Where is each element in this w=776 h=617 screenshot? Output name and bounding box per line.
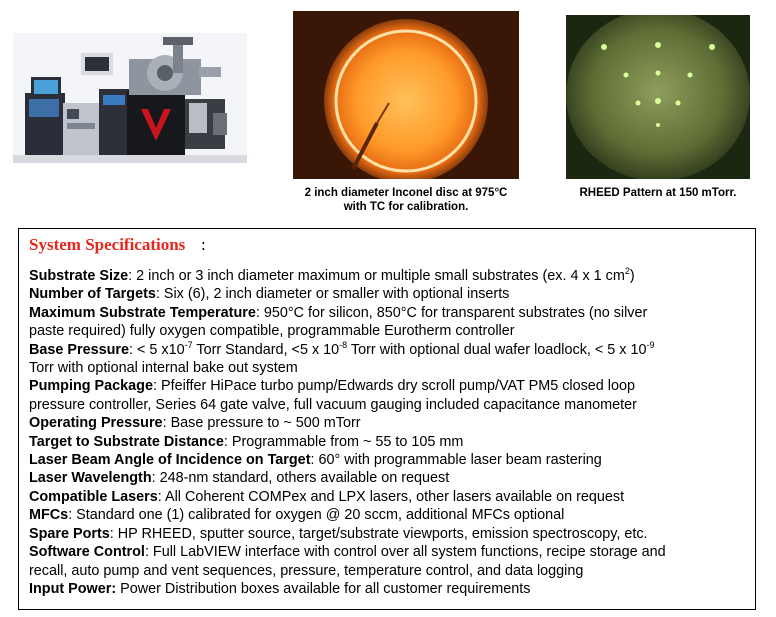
spec-line [29, 543, 749, 561]
spec-value-continued: Torr Standard, <5 x 10 [192, 341, 340, 358]
disc-photo-caption: 2 inch diameter Inconel disc at 975°C with TC for calibration. [304, 187, 508, 213]
spec-line [29, 433, 749, 451]
spec-label: Software Control [29, 544, 145, 561]
spec-value: 248-nm standard, others available on request [155, 470, 450, 487]
specifications-title-colon: : [201, 235, 206, 254]
spec-line [29, 322, 749, 340]
spec-line [29, 341, 749, 359]
spec-value: 950°C for silicon, 850°C for transparent substrates (no silver [259, 304, 648, 321]
spec-value: pressure controller, Series 64 gate valve, full vacuum gauging included capacitance manometer [29, 396, 637, 413]
spec-label: Maximum Substrate Temperature [29, 304, 256, 321]
pld-system-photo [13, 33, 247, 163]
spec-value: All Coherent COMPex and LPX lasers, other lasers available on request [161, 488, 625, 505]
spec-value: Pfeiffer HiPace turbo pump/Edwards dry scroll pump/VAT PM5 closed loop [156, 378, 636, 395]
spec-label: Pumping Package [29, 378, 153, 395]
spec-line [29, 506, 749, 524]
spec-line [29, 414, 749, 432]
rheed-pattern-illustration [566, 15, 750, 179]
spec-value: Standard one (1) calibrated for oxygen @ 20 sccm, additional MFCs optional [72, 507, 565, 524]
spec-value: Power Distribution boxes available for all customer requirements [116, 580, 531, 597]
spec-line [29, 580, 749, 598]
spec-superscript: -7 [184, 339, 193, 350]
spec-superscript: -9 [646, 339, 655, 350]
spec-line [29, 562, 749, 580]
spec-label: Target to Substrate Distance [29, 433, 224, 450]
spec-label: Input Power: [29, 580, 117, 597]
spec-superscript: -8 [339, 339, 348, 350]
spec-label: Operating Pressure [29, 415, 163, 432]
specifications-title: System Specifications [29, 235, 186, 254]
rheed-pattern-photo [566, 15, 750, 179]
system-specifications-box [18, 228, 756, 610]
spec-value: Base pressure to ~ 500 mTorr [166, 415, 361, 432]
spec-value: Torr with optional internal bake out system [29, 360, 298, 377]
spec-separator: : [128, 268, 133, 284]
spec-value: Six (6), 2 inch diameter or smaller with optional inserts [159, 286, 510, 303]
spec-label: Base Pressure [29, 341, 130, 358]
spec-line [29, 525, 749, 543]
spec-line [29, 396, 749, 414]
heated-disc-photo [293, 11, 519, 179]
spec-separator: : [255, 304, 260, 321]
spec-value: recall, auto pump and vent sequences, pressure, temperature control, and data logging [29, 562, 584, 579]
spec-label: Number of Targets [29, 286, 156, 303]
spec-line [29, 469, 749, 487]
spec-separator: : [151, 470, 156, 487]
specifications-list [29, 267, 749, 598]
spec-separator: : [68, 507, 73, 524]
spec-separator: : [144, 544, 149, 561]
spec-separator: : [157, 488, 162, 505]
spec-line [29, 267, 749, 285]
spec-label: Laser Wavelength [29, 470, 152, 487]
heated-disc-illustration [293, 11, 519, 179]
spec-line [29, 488, 749, 506]
spec-value-continued: Torr with optional dual wafer loadlock, < 5 x 10 [347, 341, 647, 358]
spec-line [29, 285, 749, 303]
spec-value: < 5 x10 [133, 341, 185, 358]
spec-line [29, 304, 749, 322]
spec-label: Substrate Size [29, 268, 129, 284]
spec-value: paste required) fully oxygen compatible, programmable Eurotherm controller [29, 323, 515, 340]
spec-value-continued: ) [629, 268, 635, 284]
spec-separator: : [129, 341, 134, 358]
spec-label: Compatible Lasers [29, 488, 158, 505]
spec-superscript: 2 [624, 266, 630, 276]
spec-separator: : [223, 433, 228, 450]
spec-value: 2 inch or 3 inch diameter maximum or multiple small substrates (ex. 4 x 1 cm [132, 268, 625, 284]
spec-label: Laser Beam Angle of Incidence on Target [29, 452, 311, 469]
spec-separator: : [109, 525, 114, 542]
spec-separator: : [152, 378, 157, 395]
spec-line [29, 451, 749, 469]
spec-separator: : [310, 452, 315, 469]
spec-separator: : [162, 415, 167, 432]
spec-label: Spare Ports [29, 525, 110, 542]
spec-line [29, 377, 749, 395]
spec-label: MFCs [29, 507, 69, 524]
spec-line [29, 359, 749, 377]
spec-value: HP RHEED, sputter source, target/substrate viewports, emission spectroscopy, etc. [113, 525, 648, 542]
spec-value: Full LabVIEW interface with control over all system functions, recipe storage and [148, 544, 666, 561]
spec-separator: : [155, 286, 160, 303]
rheed-photo-caption: RHEED Pattern at 150 mTorr. [579, 187, 737, 199]
spec-value: Programmable from ~ 55 to 105 mm [227, 433, 464, 450]
spec-value: 60° with programmable laser beam rastering [314, 452, 602, 469]
pld-system-illustration [13, 33, 247, 163]
